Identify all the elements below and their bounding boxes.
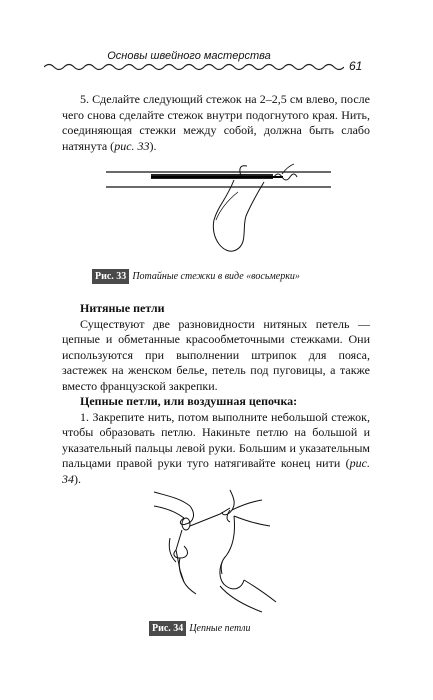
figure-label: Рис. 33: [92, 269, 129, 284]
page-header: [44, 44, 374, 78]
step-1-text: 1. Закрепите нить, потом выполните небольшой стежок, чтобы образовать петлю. Накиньте петлю на большой и указательный пальцы левой руки. Большим и указательным пальцами правой руки туго натягивайте конец нити (: [62, 409, 370, 470]
caption-text: Цепные петли: [189, 623, 251, 634]
wavy-divider: [44, 62, 344, 72]
caption-text: Потайные стежки в виде «восьмерки»: [132, 271, 300, 282]
figure-34-caption: [149, 621, 251, 636]
section-heading: Нитяные петли: [80, 301, 165, 315]
figure-33-illustration: [106, 160, 331, 270]
figure-reference: рис. 33: [114, 138, 150, 153]
paragraph-text: 5. Сделайте следующий стежок на 2–2,5 см влево, после чего снова сделайте стежок внутри подогнутого края. Нить, соединяющая стежки между собой, должна быть слабо натянута (: [62, 92, 370, 153]
paragraph-text-end: ).: [149, 138, 157, 153]
subheading: Цепные петли, или воздушная цепочка:: [80, 394, 298, 408]
figure-33-caption: [92, 269, 300, 284]
figure-34-illustration: [150, 486, 280, 616]
section-nitianye-petli: [62, 301, 370, 487]
figure-reference: рис. 34: [62, 456, 370, 486]
step-1-text-end: ).: [74, 471, 81, 486]
section-paragraph: Существуют две разновидности нитяных петель — цепные и обметанные красообметочными стежками. Они используются при выполнении штрипок для пояса, застежек на женском белье, петель под пуговицы, а также вместо французской закрепки.: [62, 316, 370, 393]
running-title: Основы швейного мастерства: [107, 50, 271, 62]
page-number: 61: [349, 59, 363, 73]
figure-label: Рис. 34: [149, 621, 186, 636]
top-paragraph: [62, 92, 370, 154]
